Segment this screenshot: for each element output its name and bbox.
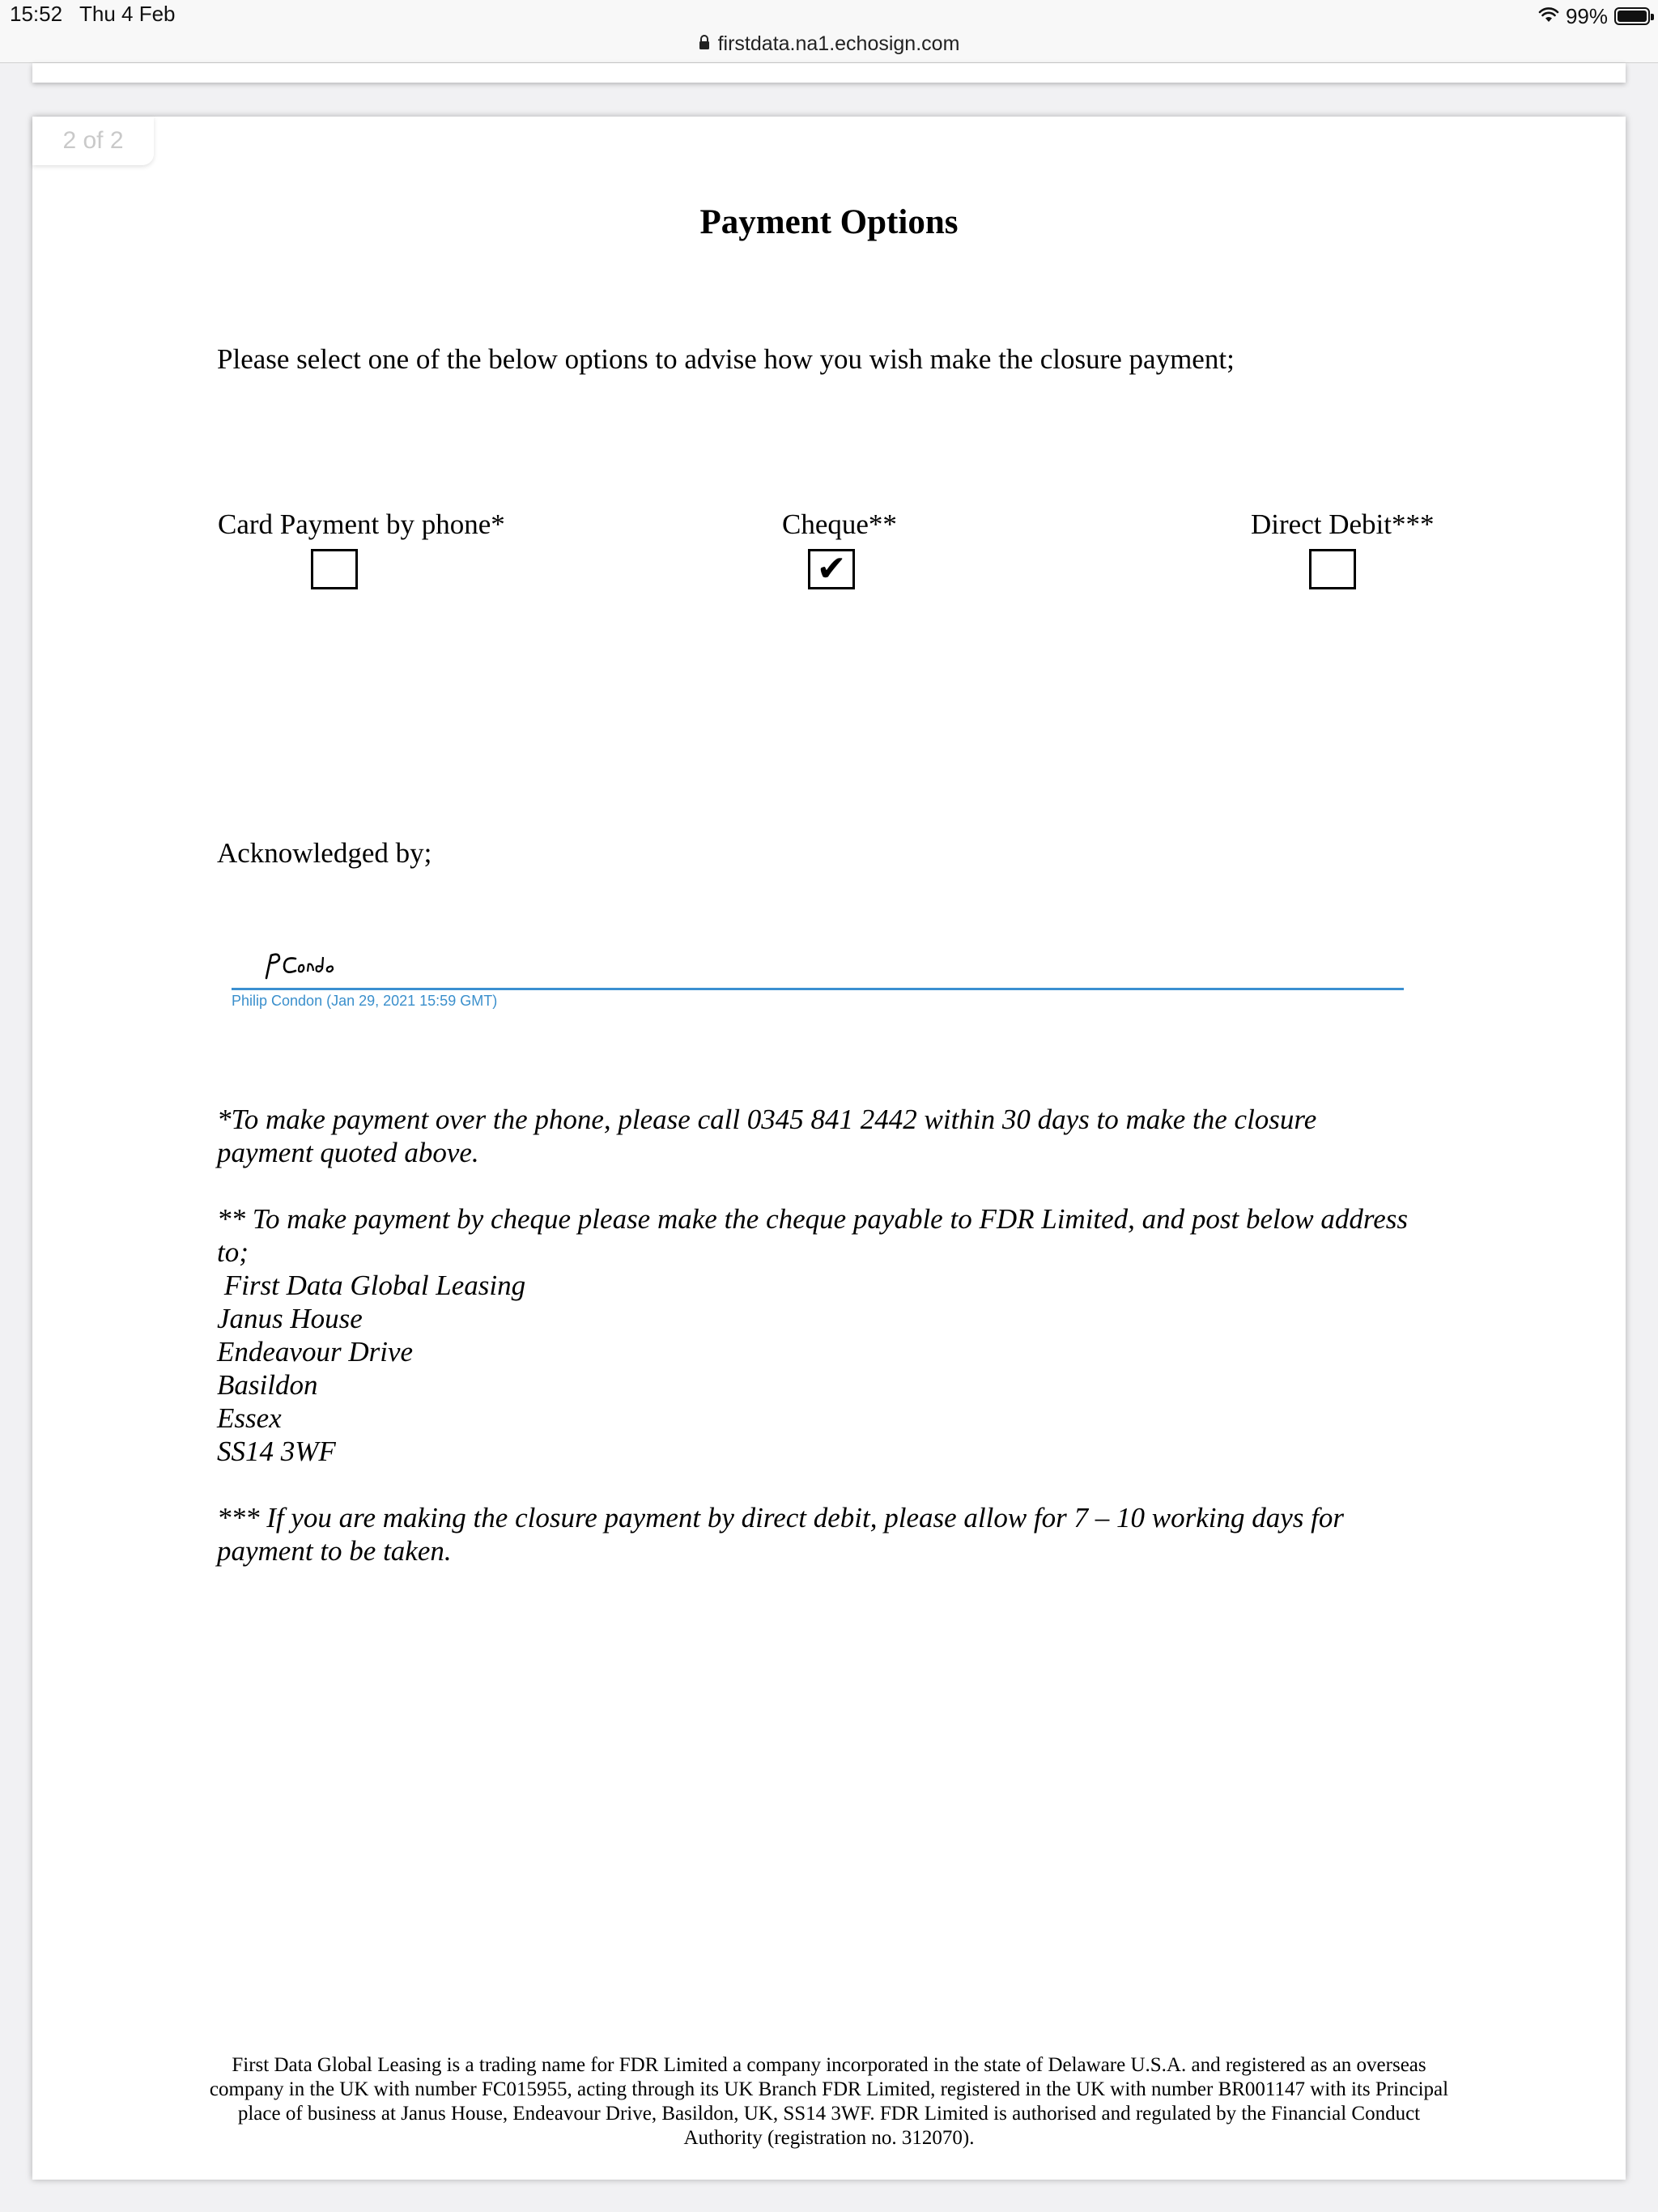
status-date: Thu 4 Feb — [79, 2, 176, 26]
page-counter: 2 of 2 — [32, 117, 154, 165]
page-title: Payment Options — [699, 203, 959, 241]
address-line: Essex — [217, 1402, 282, 1434]
address-bar[interactable] — [0, 29, 1658, 58]
footer-line: Authority (registration no. 312070). — [683, 2127, 975, 2149]
payment-notes — [217, 1103, 1480, 1568]
direct-debit-checkbox[interactable] — [1309, 549, 1356, 589]
battery-icon — [1614, 7, 1650, 25]
address-line: Basildon — [217, 1369, 318, 1401]
phone-note-line: payment quoted above. — [217, 1137, 479, 1168]
signature-line — [232, 988, 1404, 990]
address-line: Janus House — [217, 1303, 363, 1334]
signature-image — [263, 951, 344, 987]
footer-line: place of business at Janus House, Endeavour Drive, Basildon, UK, SS14 3WF. FDR Limited is authorised and regulated by the Financial Conduct — [237, 2103, 1421, 2125]
cheque-note-line: to; — [217, 1236, 249, 1268]
card-payment-checkbox[interactable] — [311, 549, 358, 589]
wifi-icon — [1538, 4, 1559, 29]
status-time: 15:52 — [10, 2, 63, 26]
phone-note-line: *To make payment over the phone, please call 0345 841 2442 within 30 days to make the closure — [217, 1104, 1317, 1135]
status-bar — [0, 0, 1658, 63]
battery-percentage: 99% — [1565, 3, 1608, 28]
lock-icon — [699, 32, 710, 56]
legal-footer — [170, 2053, 1488, 2150]
cheque-note-line: ** To make payment by cheque please make the cheque payable to FDR Limited, and post below address — [217, 1203, 1408, 1235]
option-card-payment-label: Card Payment by phone* — [218, 508, 505, 540]
url-text[interactable]: firstdata.na1.echosign.com — [717, 32, 960, 55]
document-page — [32, 117, 1626, 2180]
direct-debit-note-line: payment to be taken. — [217, 1535, 452, 1567]
checkmark-icon: ✔ — [816, 548, 847, 589]
status-indicators — [1538, 2, 1650, 31]
battery-fill — [1618, 11, 1647, 22]
signature-caption: Philip Condon (Jan 29, 2021 15:59 GMT) — [232, 993, 498, 1009]
option-cheque-label: Cheque** — [782, 508, 897, 540]
previous-page-edge — [32, 63, 1626, 83]
footer-line: company in the UK with number FC015955, acting through its UK Branch FDR Limited, registered in the UK with number BR001147 with its Principal — [209, 2078, 1449, 2100]
acknowledged-by-label: Acknowledged by; — [217, 837, 432, 869]
direct-debit-note-line: *** If you are making the closure payment by direct debit, please allow for 7 – 10 working days for — [217, 1502, 1345, 1534]
intro-text: Please select one of the below options to advise how you wish make the closure payment; — [217, 343, 1235, 375]
option-direct-debit-label: Direct Debit*** — [1251, 508, 1435, 540]
address-line: First Data Global Leasing — [217, 1270, 526, 1301]
address-line: Endeavour Drive — [217, 1336, 414, 1368]
address-line: SS14 3WF — [217, 1436, 336, 1467]
cheque-checkbox[interactable] — [808, 549, 855, 589]
footer-line: First Data Global Leasing is a trading name for FDR Limited a company incorporated in the state of Delaware U.S.A. and registered as an overseas — [232, 2054, 1426, 2076]
